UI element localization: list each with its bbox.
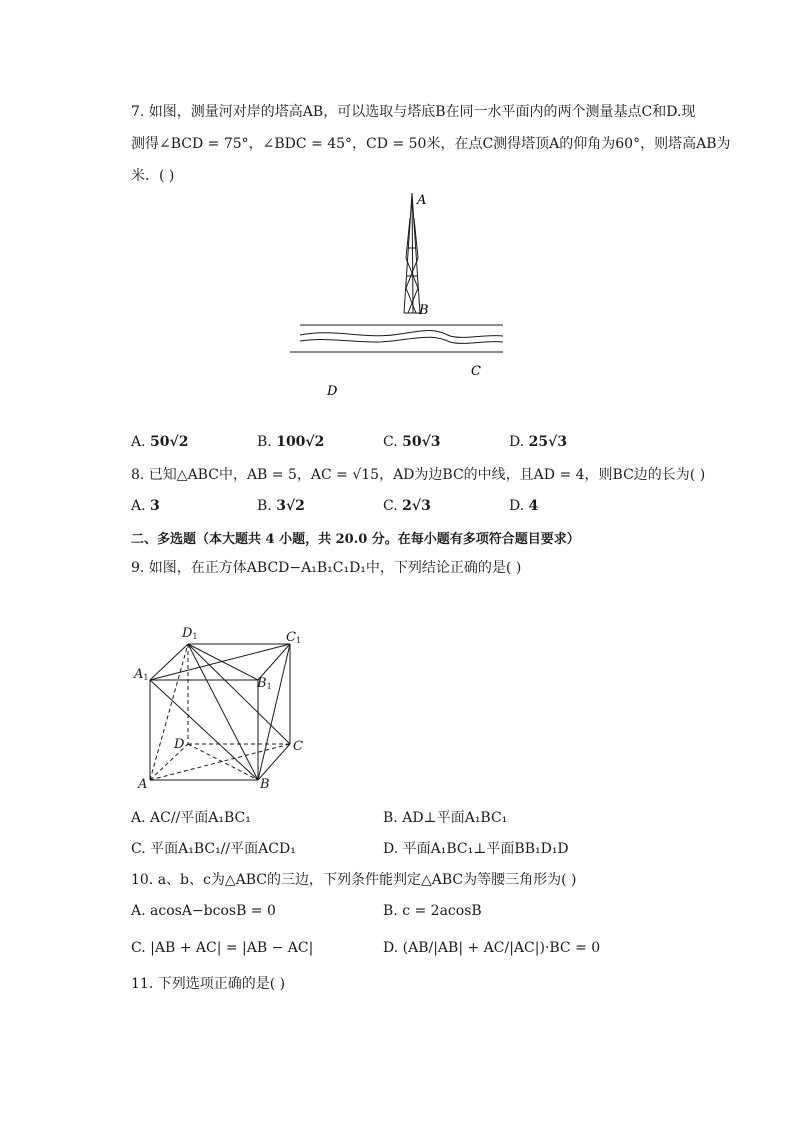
q8-option-b: B. 3√2: [257, 498, 305, 514]
cube-label-d1: D: [182, 626, 193, 641]
cube-label-c1: C: [286, 630, 296, 645]
section-heading: 二、多选题（本大题共 4 小题，共 20.0 分。在每小题有多项符合题目要求）: [131, 532, 580, 547]
cube-label-a: A: [138, 777, 148, 792]
q7-option-c: C. 50√3: [383, 434, 441, 450]
cube-label-a1: A: [134, 667, 144, 682]
q8-option-c: C. 2√3: [383, 498, 431, 514]
q9-option-d: D. 平面A₁BC₁⊥平面BB₁D₁D: [383, 841, 569, 857]
svg-text:C1: C1: [286, 630, 302, 645]
q7-line-1: 7. 如图，测量河对岸的塔高AB，可以选取与塔底B在同一水平面内的两个测量基点C和D.现: [131, 104, 696, 120]
q7-option-a: A. 50√2: [131, 434, 189, 450]
tower-label-a: A: [417, 193, 427, 208]
svg-text:D1: D1: [182, 626, 198, 641]
q9-line: 9. 如图，在正方体ABCD−A₁B₁C₁D₁中，下列结论正确的是( ): [131, 560, 522, 576]
q10-option-d: D. (AB/|AB| + AC/|AC|)·BC = 0: [383, 940, 601, 956]
q10-option-c: C. |AB + AC| = |AB − AC|: [131, 940, 314, 956]
cube-label-d: D: [174, 737, 185, 752]
q10-option-b: B. c = 2acosB: [383, 903, 482, 919]
q7-line-3: 米．( ): [131, 168, 175, 184]
svg-text:B1: B1: [257, 676, 272, 691]
cube-label-b: B: [260, 777, 270, 792]
q8-option-a: A. 3: [131, 498, 160, 514]
q9-option-c: C. 平面A₁BC₁//平面ACD₁: [131, 841, 296, 857]
tower-label-c: C: [471, 364, 481, 379]
svg-text:A1: A1: [134, 667, 149, 682]
q8-option-d: D. 4: [509, 498, 539, 514]
cube-label-c: C: [293, 739, 303, 754]
cube-label-b1: B: [257, 676, 267, 691]
q9-option-a: A. AC//平面A₁BC₁: [131, 810, 251, 826]
q7-option-d: D. 25√3: [509, 434, 568, 450]
q10-option-a: A. acosA−bcosB = 0: [131, 903, 276, 919]
tower-label-d: D: [327, 384, 338, 399]
q10-line: 10. a、b、c为△ABC的三边，下列条件能判定△ABC为等腰三角形为( ): [131, 872, 577, 888]
q7-line-2: 测得∠BCD = 75°，∠BDC = 45°，CD = 50米，在点C测得塔顶A的仰角为60°，则塔高AB为: [131, 136, 731, 152]
q11-line: 11. 下列选项正确的是( ): [131, 976, 286, 992]
cube-figure: [130, 625, 330, 795]
q8-line: 8. 已知△ABC中，AB = 5，AC = √15，AD为边BC的中线，且AD = 4，则BC边的长为( ): [131, 467, 706, 483]
q9-option-b: B. AD⊥平面A₁BC₁: [383, 810, 508, 826]
tower-figure: [285, 188, 515, 408]
q7-option-b: B. 100√2: [257, 434, 325, 450]
tower-label-b: B: [419, 303, 429, 318]
